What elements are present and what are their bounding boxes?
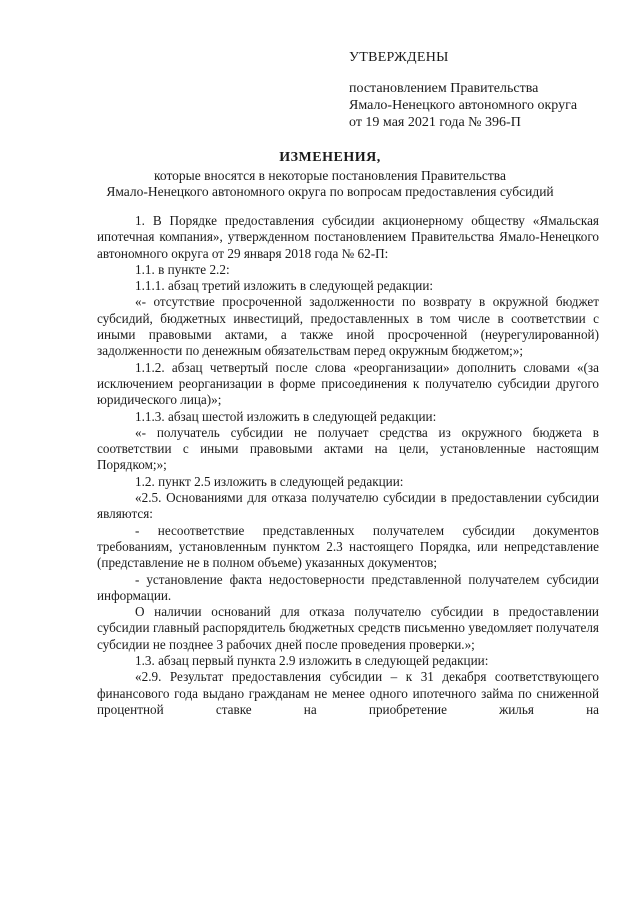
- quote-no-funds: «- получатель субсидии не получает средства из окружного бюджета в соответствии с иными правовыми актами на цели, установленные настоящим Порядком;»;: [97, 424, 599, 473]
- document-title-block: [60, 150, 600, 200]
- approval-line-3: от 19 мая 2021 года № 396-П: [349, 115, 521, 130]
- paragraph-1-1-1: 1.1.1. абзац третий изложить в следующей редакции:: [135, 278, 434, 294]
- approval-heading: УТВЕРЖДЕНЫ: [349, 50, 449, 65]
- approval-line-2: Ямало-Ненецкого автономного округа: [349, 98, 578, 113]
- paragraph-1-3: 1.3. абзац первый пункта 2.9 изложить в следующей редакции:: [135, 653, 489, 669]
- paragraph-1: 1. В Порядке предоставления субсидии акционерному обществу «Ямальская ипотечная компания», утвержденном постановлением Правительства Ямало-Ненецкого автономного округа от 29 января 2018 года № 62-П:: [97, 213, 599, 261]
- paragraph-1-1-3: 1.1.3. абзац шестой изложить в следующей редакции:: [135, 408, 437, 424]
- quote-2-5-item-1: - несоответствие представленных получателем субсидии документов требованиям, установленным пунктом 2.3 настоящего Порядка, или непредставление (представление не в полном объеме) указанных документов;: [97, 522, 599, 571]
- document-body: [97, 213, 599, 718]
- paragraph-1-1: 1.1. в пункте 2.2:: [135, 261, 230, 277]
- paragraph-1-1-2: 1.1.2. абзац четвертый после слова «реорганизации» дополнить словами «(за исключением реорганизации в форме присоединения к получателю субсидии другого юридического лица)»;: [97, 359, 599, 408]
- quote-no-debt: «- отсутствие просроченной задолженности по возврату в окружной бюджет субсидий, бюджетных инвестиций, предоставленных в том числе в соответствии с иными правовыми актами, а также иной просроченной (неурегулированной) задолженности по денежным обязательствам перед окружным бюджетом;»;: [97, 294, 599, 359]
- document-subtitle-line-1: которые вносятся в некоторые постановления Правительства: [154, 168, 506, 183]
- paragraph-1-2: 1.2. пункт 2.5 изложить в следующей редакции:: [135, 473, 404, 489]
- document-title: ИЗМЕНЕНИЯ,: [279, 150, 381, 165]
- document-subtitle-line-2: Ямало-Ненецкого автономного округа по вопросам предоставления субсидий: [106, 184, 554, 199]
- quote-2-5-item-2: - установление факта недостоверности представленной получателем субсидии информации.: [97, 571, 599, 603]
- quote-2-5-notice: О наличии оснований для отказа получателю субсидии в предоставлении субсидии главный распорядитель бюджетных средств письменно уведомляет получателя субсидии не позднее 3 рабочих дней после проведения проверки.»;: [97, 604, 599, 652]
- approval-line-1: постановлением Правительства: [349, 81, 539, 96]
- approval-stamp: [349, 49, 577, 131]
- quote-2-5: «2.5. Основаниями для отказа получателю субсидии в предоставлении субсидии являются:: [97, 490, 599, 522]
- quote-2-9: «2.9. Результат предоставления субсидии – к 31 декабря соответствующего финансового года выдано гражданам не менее одного ипотечного займа по сниженной процентной ставке на приобретение жилья на: [97, 669, 599, 717]
